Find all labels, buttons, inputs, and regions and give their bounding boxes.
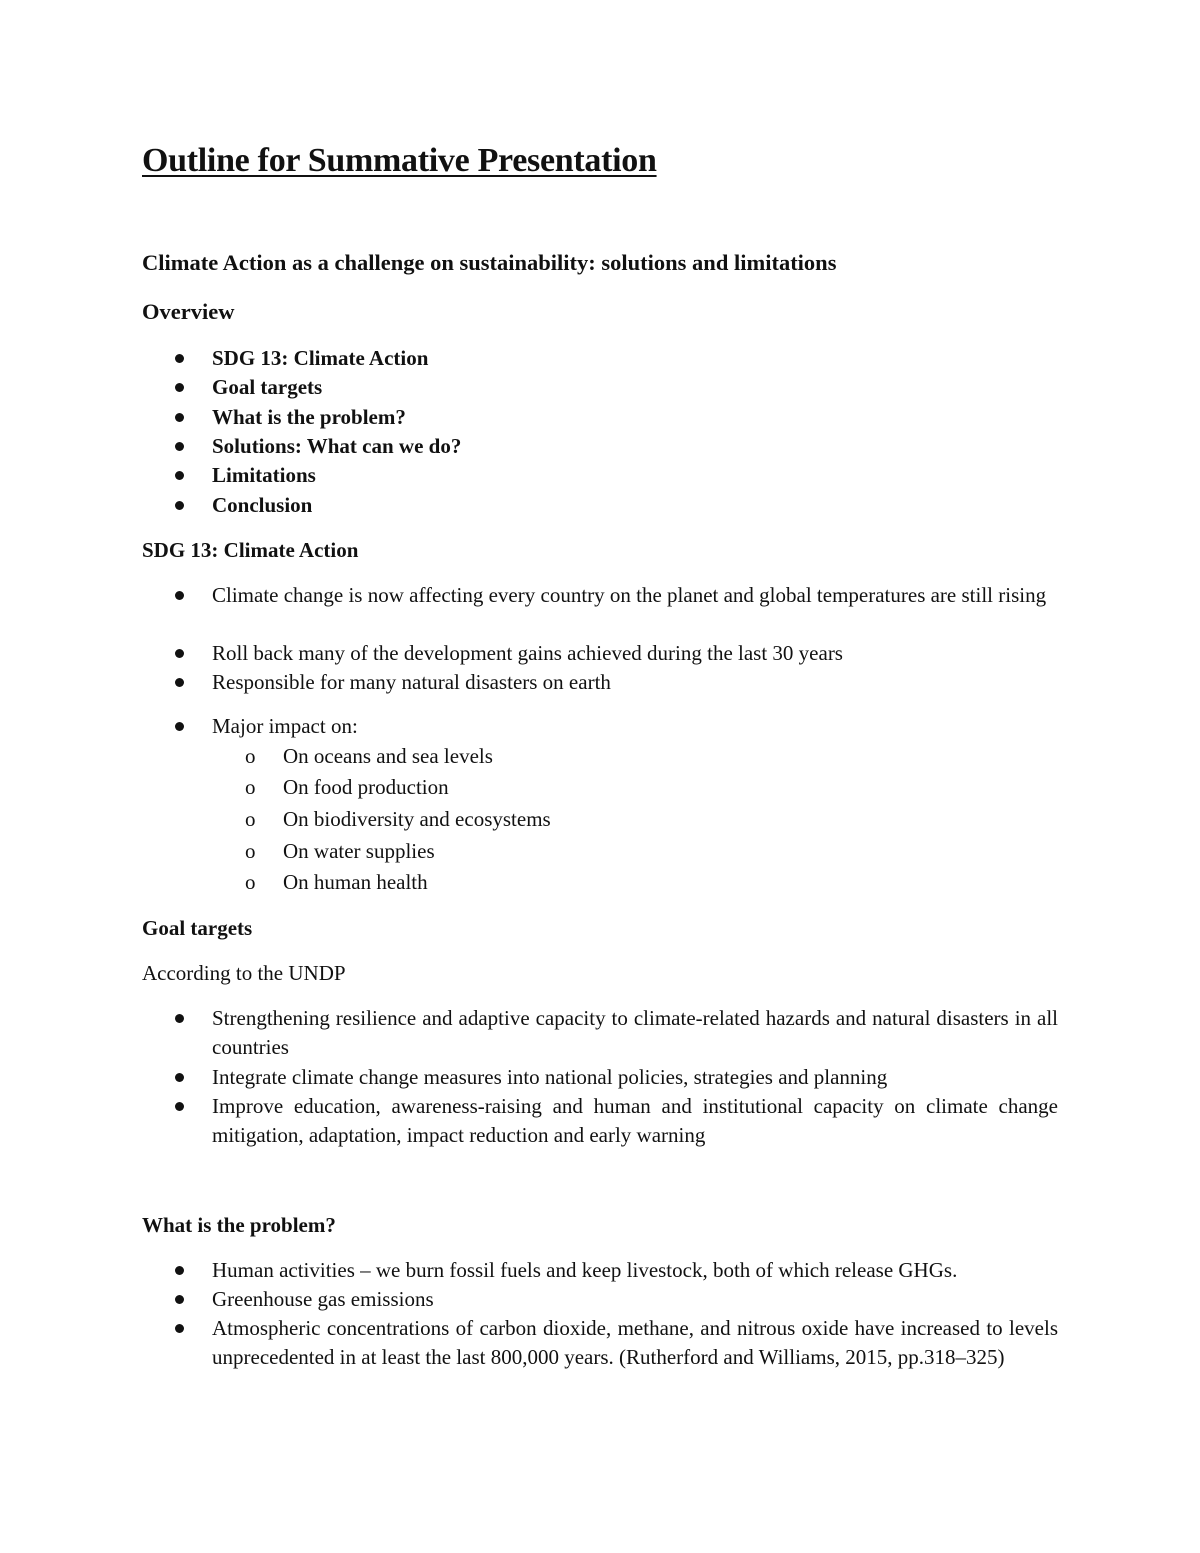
sdg13-item: Responsible for many natural disasters on earth [170, 668, 1058, 697]
overview-heading: Overview [142, 299, 235, 324]
overview-item: Solutions: What can we do? [170, 432, 1058, 461]
bullet-icon [175, 591, 184, 600]
sdg13-item: Climate change is now affecting every country on the planet and global temperatures are still rising [170, 581, 1058, 610]
overview-item: SDG 13: Climate Action [170, 344, 1058, 373]
problem-heading: What is the problem? [142, 1213, 336, 1237]
document-title: Outline for Summative Presentation [142, 142, 657, 179]
problem-item: Atmospheric concentrations of carbon dioxide, methane, and nitrous oxide have increased to levels unprecedented in at least the last 800,000 years. (Rutherford and Williams, 2015, pp.318–325) [170, 1314, 1058, 1371]
bullet-icon [175, 1102, 184, 1111]
document-subtitle: Climate Action as a challenge on sustainability: solutions and limitations [142, 250, 837, 275]
goal-target-item: Integrate climate change measures into national policies, strategies and planning [170, 1063, 1058, 1092]
bullet-icon [175, 501, 184, 510]
bullet-icon [175, 1073, 184, 1082]
circle-bullet-icon: o [245, 870, 256, 894]
bullet-icon [175, 442, 184, 451]
overview-item: Limitations [170, 461, 1058, 490]
impact-subitem: o On human health [245, 870, 428, 894]
problem-item: Human activities – we burn fossil fuels and keep livestock, both of which release GHGs. [170, 1256, 1058, 1285]
goal-target-item: Strengthening resilience and adaptive capacity to climate-related hazards and natural disasters in all countries [170, 1004, 1058, 1061]
bullet-icon [175, 1014, 184, 1023]
bullet-icon [175, 383, 184, 392]
goal-targets-heading: Goal targets [142, 916, 253, 940]
bullet-icon [175, 649, 184, 658]
overview-item: What is the problem? [170, 403, 1058, 432]
sdg13-item: Roll back many of the development gains achieved during the last 30 years [170, 639, 1058, 668]
impact-subitem: o On food production [245, 775, 449, 799]
overview-item: Conclusion [170, 491, 1058, 520]
circle-bullet-icon: o [245, 807, 256, 831]
bullet-icon [175, 1266, 184, 1275]
bullet-icon [175, 471, 184, 480]
impact-subitem: o On biodiversity and ecosystems [245, 807, 551, 831]
circle-bullet-icon: o [245, 775, 256, 799]
bullet-icon [175, 678, 184, 687]
impact-subitem: o On water supplies [245, 839, 435, 863]
bullet-icon [175, 354, 184, 363]
circle-bullet-icon: o [245, 839, 256, 863]
sdg13-item: Major impact on: [170, 712, 1058, 741]
impact-subitem: o On oceans and sea levels [245, 744, 493, 768]
goal-targets-intro: According to the UNDP [142, 961, 346, 985]
bullet-icon [175, 722, 184, 731]
bullet-icon [175, 1295, 184, 1304]
goal-target-item: Improve education, awareness-raising and human and institutional capacity on climate change mitigation, adaptation, impact reduction and early warning [170, 1092, 1058, 1149]
overview-item: Goal targets [170, 373, 1058, 402]
circle-bullet-icon: o [245, 744, 256, 768]
bullet-icon [175, 1324, 184, 1333]
sdg13-heading: SDG 13: Climate Action [142, 538, 359, 562]
bullet-icon [175, 413, 184, 422]
problem-item: Greenhouse gas emissions [170, 1285, 1058, 1314]
